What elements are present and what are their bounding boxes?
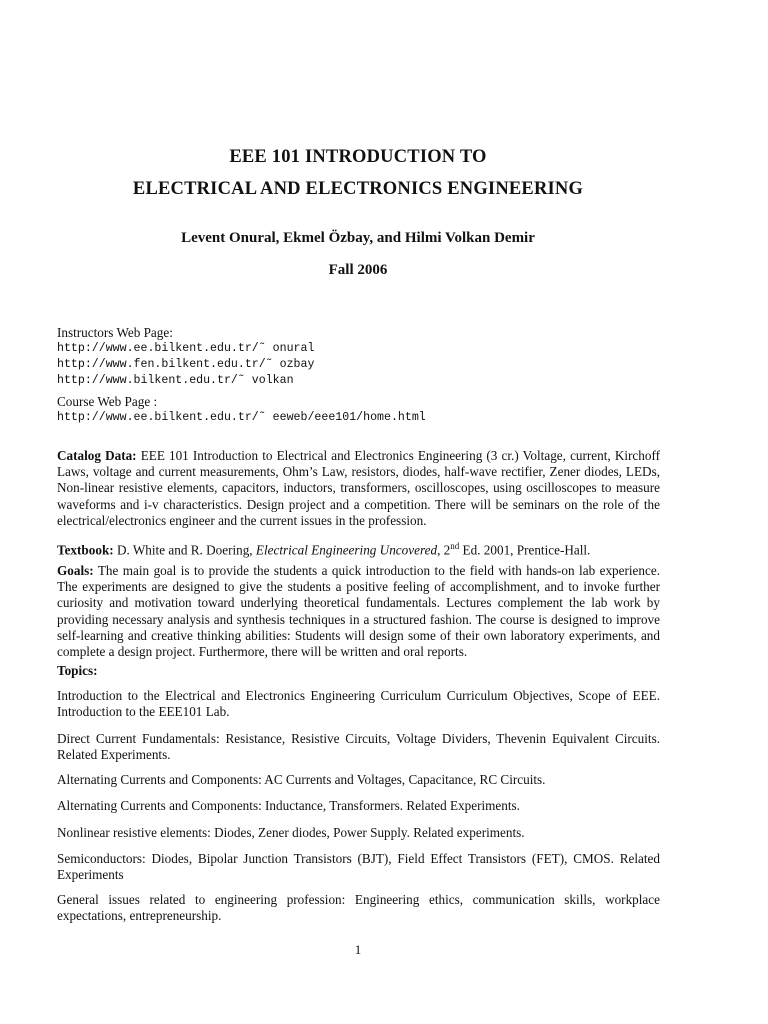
topic-item [57,731,660,763]
topic-text: Nonlinear resistive elements: Diodes, Zener diodes, Power Supply. Related experiments. [57,825,525,840]
topics-heading-block [57,663,660,679]
textbook-edition-num: 2 [443,542,451,558]
instructor-url[interactable]: http://www.bilkent.edu.tr/˜ volkan [57,374,294,388]
course-label: Course Web Page : [57,394,158,409]
authors: Levent Onural, Ekmel Özbay, and Hilmi Volkan Demir [181,230,535,246]
textbook-edition-sup: nd [450,541,460,551]
instructors-section [57,325,660,389]
textbook-rest: Ed. 2001, Prentice-Hall. [462,542,591,558]
topic-text: Semiconductors: Diodes, Bipolar Junction Transistors (BJT), Field Effect Transistors (FET), CMOS. Related Experiments [57,851,660,883]
textbook-title: Electrical Engineering Uncovered [255,542,438,558]
textbook-section [57,538,660,559]
topics-head: Topics: [57,663,98,678]
topic-text: Alternating Currents and Components: Inductance, Transformers. Related Experiments. [57,798,520,813]
term: Fall 2006 [328,262,388,278]
textbook-head: Textbook: [57,542,114,558]
topic-item [57,772,660,788]
topic-text: Introduction to the Electrical and Electronics Engineering Curriculum Curriculum Objectives, Scope of EEE. Introduction to the EEE101 Lab. [57,688,660,720]
catalog-paragraph [57,448,660,529]
topic-text: General issues related to engineering profession: Engineering ethics, communication skills, workplace expectations, entrepreneurship. [57,892,660,924]
title-line-2: ELECTRICAL AND ELECTRONICS ENGINEERING [132,179,584,199]
goals-paragraph [57,563,660,660]
topic-item [57,798,660,814]
topic-text: Direct Current Fundamentals: Resistance, Resistive Circuits, Voltage Dividers, Thevenin Equivalent Circuits. Related Experiments. [57,731,660,763]
catalog-section [57,448,660,529]
instructors-label: Instructors Web Page: [57,325,173,340]
topic-item [57,892,660,924]
topic-item [57,688,660,720]
page-number: 1 [354,942,362,957]
catalog-body: EEE 101 Introduction to Electrical and Electronics Engineering (3 cr.) Voltage, current, Kirchoff Laws, voltage and current measurements, Ohm’s Law, resistors, diodes, half-wave rectifier, Zener diodes, LEDs, Non-linear resistive elements, capacitors, inductors, transformers, oscilloscopes, using oscilloscopes to measure waveforms and i-v characteristics. Design project and a competition. There will be seminars on the role of the electrical/electronics engineer and the current issues in the profession. [57,448,660,528]
textbook-authors: D. White and R. Doering, [116,542,253,558]
topic-text: Alternating Currents and Components: AC Currents and Voltages, Capacitance, RC Circuits. [57,772,546,787]
textbook-paragraph: Textbook: D. White and R. Doering, Electrical Engineering Uncovered, 2nd Ed. 2001, Prentice-Hall. [57,541,591,558]
topic-item [57,825,660,841]
course-section [57,394,660,426]
goals-head: Goals: [57,563,94,578]
title-line-1: EEE 101 INTRODUCTION TO [229,147,487,167]
goals-body: The main goal is to provide the students a quick introduction to the field with hands-on lab experience. The experiments are designed to give the students a positive feeling of accomplishment, and to invoke further curiosity and motivation toward underlying theoretical fundamentals. Lectures complement the lab work by providing necessary analysis and synthesis techniques in a structured fashion. The course is designed to improve self-learning and creative thinking abilities: Students will design some of their own laboratory experiments, and complete a design project. Furthermore, there will be written and oral reports. [57,563,660,660]
catalog-head: Catalog Data: [57,448,137,463]
goals-section [57,563,660,660]
instructor-url[interactable]: http://www.ee.bilkent.edu.tr/˜ onural [57,342,315,356]
instructor-url[interactable]: http://www.fen.bilkent.edu.tr/˜ ozbay [57,358,315,372]
course-url[interactable]: http://www.ee.bilkent.edu.tr/˜ eeweb/eee101/home.html [57,411,426,425]
topic-item [57,851,660,883]
